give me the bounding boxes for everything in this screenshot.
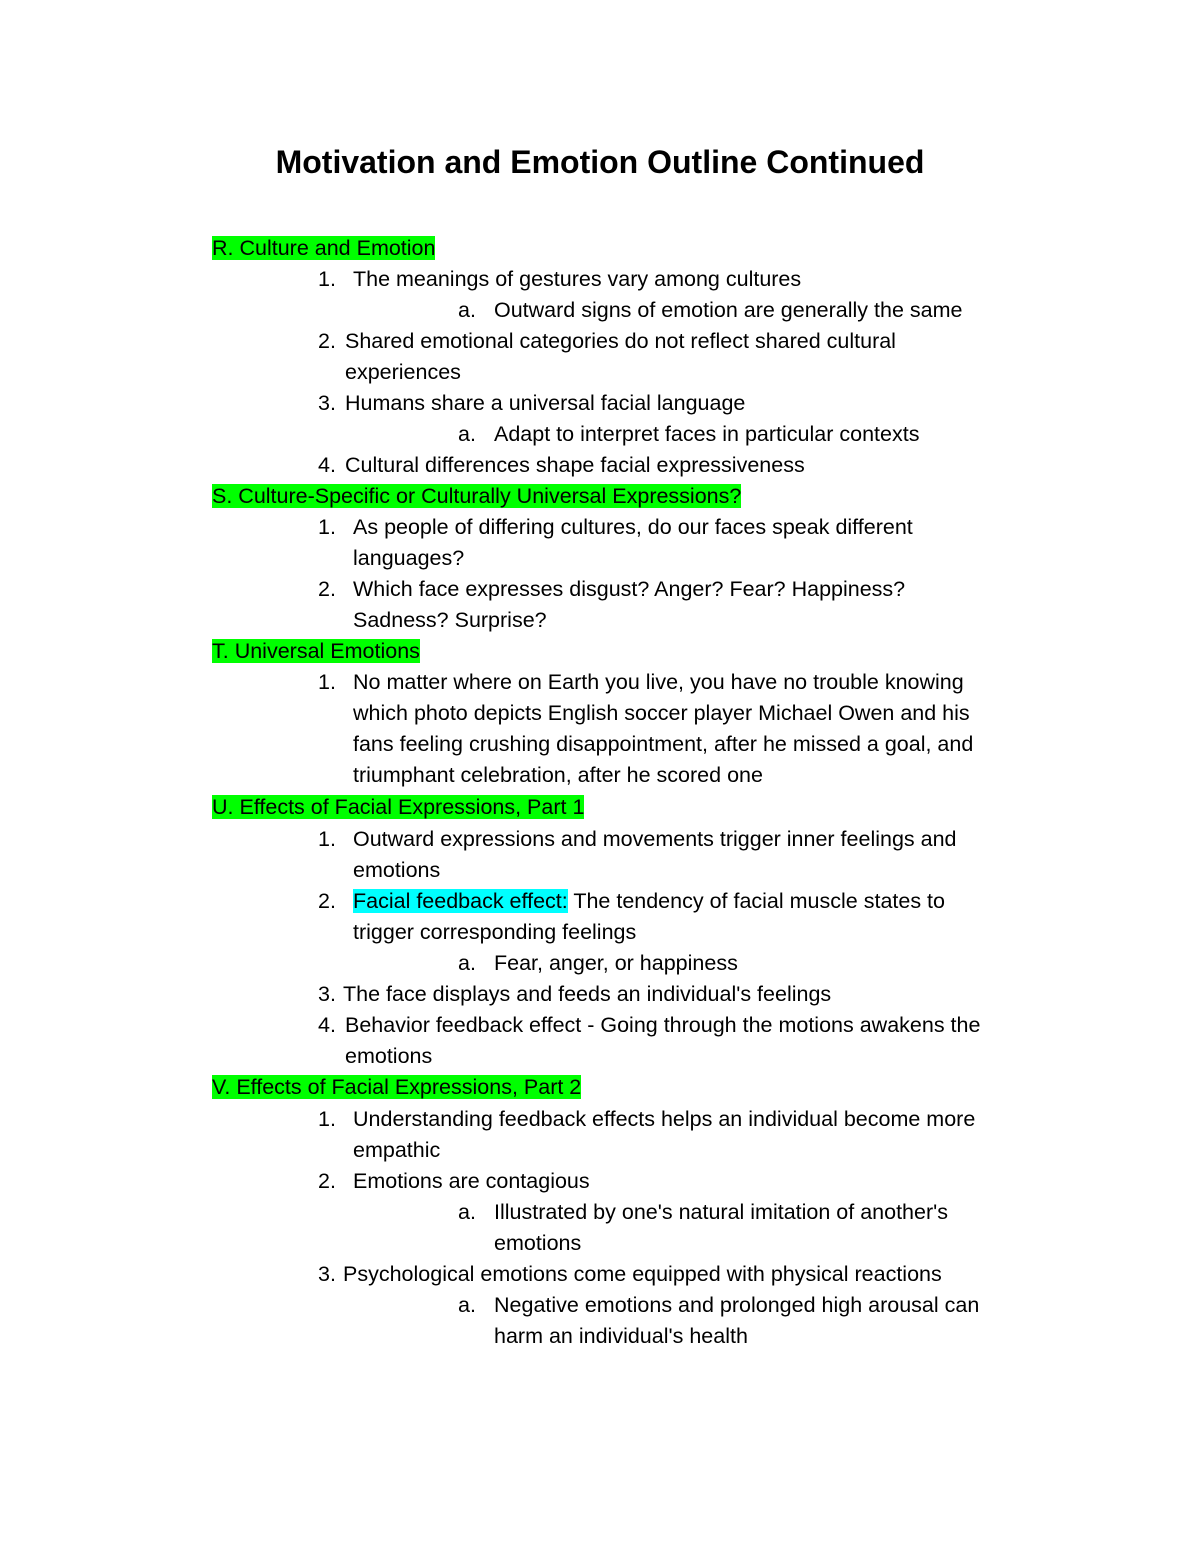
list-item-continuation: fans feeling crushing disappointment, after he missed a goal, and <box>353 732 974 756</box>
list-item: Shared emotional categories do not reflect shared cultural <box>345 329 896 353</box>
list-marker: 3. <box>318 1262 336 1286</box>
sublist-item: Fear, anger, or happiness <box>494 951 738 975</box>
list-marker: 3. <box>318 391 336 415</box>
sublist-marker: a. <box>458 298 476 322</box>
list-item: Behavior feedback effect - Going through the motions awakens the <box>345 1013 981 1037</box>
list-item: Outward expressions and movements trigger inner feelings and <box>353 827 957 851</box>
list-item: Psychological emotions come equipped with physical reactions <box>343 1262 942 1286</box>
list-item-continuation: trigger corresponding feelings <box>353 920 637 944</box>
sublist-item-continuation: harm an individual's health <box>494 1324 748 1348</box>
term-definition: The tendency of facial muscle states to <box>567 889 945 913</box>
sublist-marker: a. <box>458 422 476 446</box>
page-title: Motivation and Emotion Outline Continued <box>275 144 925 180</box>
list-marker: 1. <box>318 515 336 539</box>
list-item <box>353 886 945 917</box>
list-item: The meanings of gestures vary among cultures <box>353 267 802 291</box>
list-item-continuation: triumphant celebration, after he scored one <box>353 763 763 787</box>
list-item-continuation: languages? <box>353 546 465 570</box>
list-marker: 3. <box>318 982 336 1006</box>
highlighted-term: Facial feedback effect: <box>353 889 568 913</box>
sublist-marker: a. <box>458 1200 476 1224</box>
sublist-item: Adapt to interpret faces in particular contexts <box>494 422 920 446</box>
list-item: Cultural differences shape facial expressiveness <box>345 453 805 477</box>
list-marker: 2. <box>318 889 336 913</box>
sublist-item: Outward signs of emotion are generally the same <box>494 298 963 322</box>
list-marker: 4. <box>318 1013 336 1037</box>
list-marker: 2. <box>318 577 336 601</box>
list-item: Which face expresses disgust? Anger? Fear? Happiness? <box>353 577 906 601</box>
section-heading-r <box>212 233 435 264</box>
list-marker: 1. <box>318 670 336 694</box>
list-marker: 2. <box>318 329 336 353</box>
section-heading-t <box>212 636 420 667</box>
list-item-continuation: experiences <box>345 360 461 384</box>
list-item-continuation: empathic <box>353 1138 441 1162</box>
list-item: As people of differing cultures, do our faces speak different <box>353 515 913 539</box>
list-item-continuation: emotions <box>353 858 441 882</box>
list-item-continuation: Sadness? Surprise? <box>353 608 547 632</box>
list-marker: 4. <box>318 453 336 477</box>
section-heading-s <box>212 481 741 512</box>
list-item: The face displays and feeds an individual's feelings <box>343 982 832 1006</box>
list-item-continuation: emotions <box>345 1044 433 1068</box>
section-heading-u <box>212 792 584 823</box>
sublist-item-continuation: emotions <box>494 1231 582 1255</box>
list-marker: 1. <box>318 827 336 851</box>
list-item: Emotions are contagious <box>353 1169 590 1193</box>
section-heading-r-text: R. Culture and Emotion <box>212 236 436 260</box>
section-heading-v <box>212 1072 581 1103</box>
section-heading-s-text: S. Culture-Specific or Culturally Universal Expressions? <box>212 484 742 508</box>
sublist-item: Negative emotions and prolonged high arousal can <box>494 1293 980 1317</box>
sublist-marker: a. <box>458 951 476 975</box>
list-item: Understanding feedback effects helps an individual become more <box>353 1107 976 1131</box>
section-heading-t-text: T. Universal Emotions <box>212 639 420 663</box>
list-marker: 1. <box>318 1107 336 1131</box>
list-marker: 2. <box>318 1169 336 1193</box>
sublist-marker: a. <box>458 1293 476 1317</box>
list-item: No matter where on Earth you live, you have no trouble knowing <box>353 670 964 694</box>
sublist-item: Illustrated by one's natural imitation of another's <box>494 1200 948 1224</box>
list-marker: 1. <box>318 267 336 291</box>
list-item-continuation: which photo depicts English soccer player Michael Owen and his <box>353 701 970 725</box>
section-heading-u-text: U. Effects of Facial Expressions, Part 1 <box>212 795 585 819</box>
section-heading-v-text: V. Effects of Facial Expressions, Part 2 <box>212 1075 582 1099</box>
list-item: Humans share a universal facial language <box>345 391 746 415</box>
